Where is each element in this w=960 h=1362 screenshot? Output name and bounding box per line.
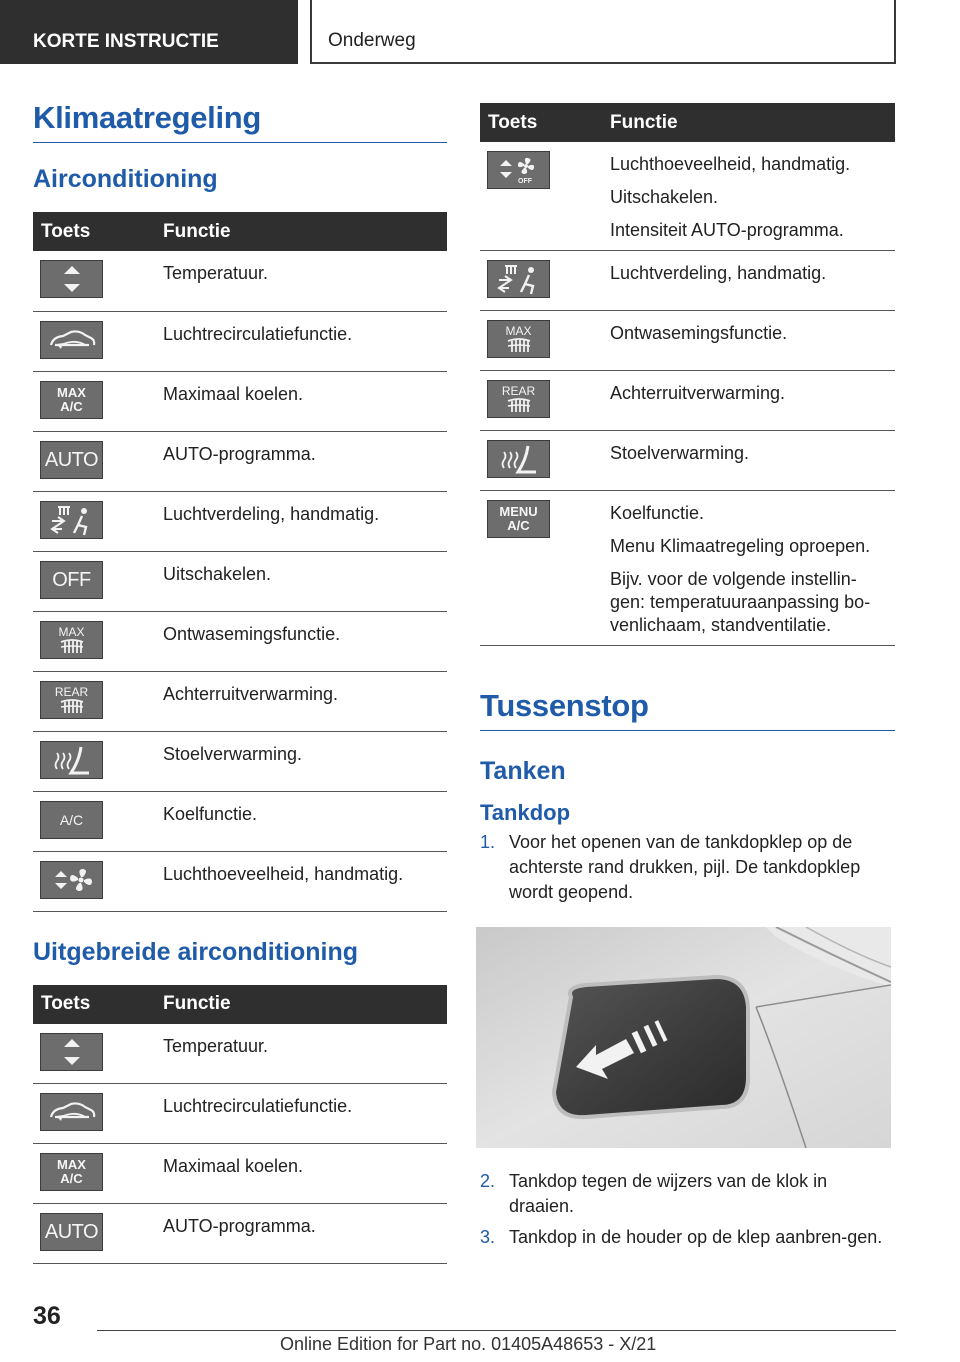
- function-text: Bijv. voor de volgende instellin-gen: temperatuuraanpassing bo-venlichaam, standventilatie.: [610, 569, 871, 635]
- col-header-function: Functie: [159, 985, 447, 1024]
- col-header-key: Toets: [480, 103, 606, 142]
- function-cell: [159, 251, 447, 311]
- function-text: Uitschakelen.: [610, 187, 719, 207]
- function-cell: [606, 251, 895, 311]
- table-row: [33, 431, 447, 491]
- function-cell: [159, 1024, 447, 1084]
- function-cell: [159, 311, 447, 371]
- extended-ac-table: [33, 985, 447, 1265]
- section-title-tussenstop: Tussenstop: [480, 688, 895, 731]
- function-cell: [159, 1084, 447, 1144]
- footer-edition: Online Edition for Part no. 01405A48653 - X/21: [280, 1334, 657, 1354]
- table-row: [480, 491, 895, 646]
- table-row: [33, 251, 447, 311]
- table-row: [33, 1204, 447, 1264]
- max-defrost-icon: [40, 621, 103, 659]
- function-cell: [159, 1144, 447, 1204]
- footer-divider: [97, 1330, 896, 1331]
- table-row: [480, 142, 895, 251]
- extended-ac-table-continued: [480, 103, 895, 646]
- air-distribution-icon: [40, 501, 103, 539]
- key-label: AUTO: [44, 1221, 99, 1243]
- key-cell: [33, 371, 159, 431]
- key-cell: [480, 251, 606, 311]
- function-cell: [159, 731, 447, 791]
- function-cell: [159, 1204, 447, 1264]
- subsection-title-airconditioning: Airconditioning: [33, 165, 218, 193]
- function-cell: [159, 671, 447, 731]
- list-item: [480, 830, 895, 905]
- table-row: [33, 611, 447, 671]
- function-cell: [606, 371, 895, 431]
- air-recirculation-icon: [40, 1093, 103, 1131]
- key-cell: [33, 1084, 159, 1144]
- function-text: Maximaal koelen.: [163, 383, 304, 404]
- function-cell: [606, 142, 895, 251]
- function-text: Stoelverwarming.: [163, 743, 303, 764]
- max-ac-icon: [40, 381, 103, 419]
- fuel-flap-photo: [476, 927, 891, 1148]
- steps-list-continued: [480, 1169, 895, 1250]
- key-label: MAX A/C: [57, 384, 86, 414]
- table-row: [33, 851, 447, 911]
- step-text: Tankdop in de houder op de klep aanbren-gen.: [509, 1227, 883, 1247]
- key-label: MAX: [58, 624, 85, 639]
- function-cell: [606, 431, 895, 491]
- function-cell: [159, 851, 447, 911]
- function-text: Maximaal koelen.: [163, 1156, 304, 1176]
- subsection-title-tanken: Tanken: [480, 757, 566, 785]
- steps-list: [480, 830, 895, 905]
- key-cell: [33, 551, 159, 611]
- step-number: 3.: [480, 1227, 496, 1247]
- function-text: AUTO-programma.: [163, 443, 316, 464]
- header-tab-chapter[interactable]: Onderweg: [310, 0, 896, 64]
- auto-icon: [40, 1213, 103, 1251]
- function-cell: [159, 611, 447, 671]
- function-text: Temperatuur.: [163, 1035, 269, 1056]
- key-label: MAX: [505, 324, 532, 338]
- subsubsection-title-tankdop: Tankdop: [480, 800, 571, 825]
- key-cell: [33, 251, 159, 311]
- step-text: Tankdop tegen de wijzers van de klok in draaien.: [509, 1171, 828, 1216]
- function-text: Luchthoeveelheid, handmatig.: [163, 863, 404, 884]
- right-column: [480, 103, 895, 1256]
- table-row: [33, 551, 447, 611]
- key-label: REAR: [54, 684, 89, 699]
- table-row: [33, 371, 447, 431]
- key-label: OFF: [52, 568, 91, 591]
- function-text: Luchtrecirculatiefunctie.: [163, 323, 353, 344]
- function-text: Luchtrecirculatiefunctie.: [163, 1096, 353, 1116]
- function-cell: [159, 491, 447, 551]
- key-cell: [33, 611, 159, 671]
- key-cell: [33, 791, 159, 851]
- function-text: Luchthoeveelheid, handmatig.: [610, 154, 851, 174]
- table-row: [33, 1084, 447, 1144]
- fan-off-icon: [487, 151, 550, 189]
- key-cell: [33, 431, 159, 491]
- list-item: [480, 1169, 895, 1219]
- table-row: [480, 371, 895, 431]
- function-text: Luchtverdeling, handmatig.: [163, 503, 380, 524]
- key-cell: [33, 671, 159, 731]
- key-label: MAX A/C: [57, 1157, 86, 1186]
- function-text: Koelfunctie.: [163, 803, 258, 824]
- function-text: Menu Klimaatregeling oproepen.: [610, 536, 871, 556]
- key-cell: [480, 491, 606, 646]
- step-number: 2.: [480, 1171, 496, 1191]
- list-item: [480, 1225, 895, 1250]
- table-row: [33, 791, 447, 851]
- table-row: [33, 671, 447, 731]
- air-distribution-icon: [487, 260, 550, 298]
- table-row: [33, 731, 447, 791]
- function-text: Intensiteit AUTO-programma.: [610, 220, 844, 240]
- rear-defrost-icon: [487, 380, 550, 418]
- function-cell: [159, 551, 447, 611]
- fan-speed-icon: [40, 861, 103, 899]
- key-label: MENU A/C: [499, 504, 538, 533]
- function-text: Temperatuur.: [163, 263, 269, 283]
- table-row: [33, 1024, 447, 1084]
- max-ac-icon: [40, 1153, 103, 1191]
- table-row: [33, 491, 447, 551]
- key-cell: [480, 142, 606, 251]
- col-header-function: Functie: [606, 103, 895, 142]
- key-cell: [480, 371, 606, 431]
- rear-defrost-icon: [40, 681, 103, 719]
- function-cell: [159, 431, 447, 491]
- function-text: AUTO-programma.: [163, 1216, 316, 1236]
- table-row: [33, 1144, 447, 1204]
- ac-icon: [40, 801, 103, 839]
- table-row: [480, 251, 895, 311]
- function-cell: [606, 491, 895, 646]
- arrows-up-down-icon: [40, 1033, 103, 1071]
- function-text: Achterruitverwarming.: [163, 683, 339, 704]
- off-icon: [40, 561, 103, 599]
- page-number: 36: [33, 1302, 61, 1330]
- function-text: Ontwasemingsfunctie.: [610, 323, 788, 343]
- table-row: [33, 311, 447, 371]
- subsection-title-extended-ac: Uitgebreide airconditioning: [33, 937, 359, 966]
- function-text: Uitschakelen.: [163, 563, 272, 584]
- function-text: Stoelverwarming.: [610, 443, 750, 463]
- function-cell: [606, 311, 895, 371]
- key-cell: [33, 311, 159, 371]
- air-recirculation-icon: [40, 321, 103, 359]
- step-text: Voor het openen van de tankdopklep op de achterste rand drukken, pijl. De tankdopklep wordt geopend.: [509, 832, 861, 902]
- max-defrost-icon: [487, 320, 550, 358]
- header-tab-section[interactable]: KORTE INSTRUCTIE: [0, 0, 298, 64]
- key-cell: [480, 311, 606, 371]
- key-cell: [33, 1204, 159, 1264]
- step-number: 1.: [480, 832, 496, 852]
- auto-icon: [40, 441, 103, 479]
- table-row: [480, 311, 895, 371]
- seat-heating-icon: [487, 440, 550, 478]
- seat-heating-icon: [40, 741, 103, 779]
- left-column: [33, 100, 447, 1264]
- svg-text:OFF: OFF: [517, 178, 532, 185]
- section-title-klimaatregeling: Klimaatregeling: [33, 100, 447, 143]
- col-header-key: Toets: [33, 985, 159, 1024]
- key-cell: [480, 431, 606, 491]
- function-text: Ontwasemingsfunctie.: [163, 623, 341, 644]
- key-cell: [33, 731, 159, 791]
- key-cell: [33, 1024, 159, 1084]
- arrows-up-down-icon: [40, 260, 103, 298]
- airconditioning-table: [33, 212, 447, 912]
- menu-ac-icon: [487, 500, 550, 538]
- col-header-key: Toets: [33, 212, 159, 251]
- key-cell: [33, 491, 159, 551]
- function-text: Luchtverdeling, handmatig.: [610, 263, 827, 283]
- key-cell: [33, 851, 159, 911]
- col-header-function: Functie: [159, 212, 447, 251]
- key-label: AUTO: [44, 448, 99, 471]
- function-cell: [159, 791, 447, 851]
- function-text: Koelfunctie.: [610, 503, 705, 523]
- function-text: Achterruitverwarming.: [610, 383, 786, 403]
- function-cell: [159, 371, 447, 431]
- key-cell: [33, 1144, 159, 1204]
- table-row: [480, 431, 895, 491]
- key-label: REAR: [501, 384, 536, 398]
- key-label: A/C: [59, 811, 84, 828]
